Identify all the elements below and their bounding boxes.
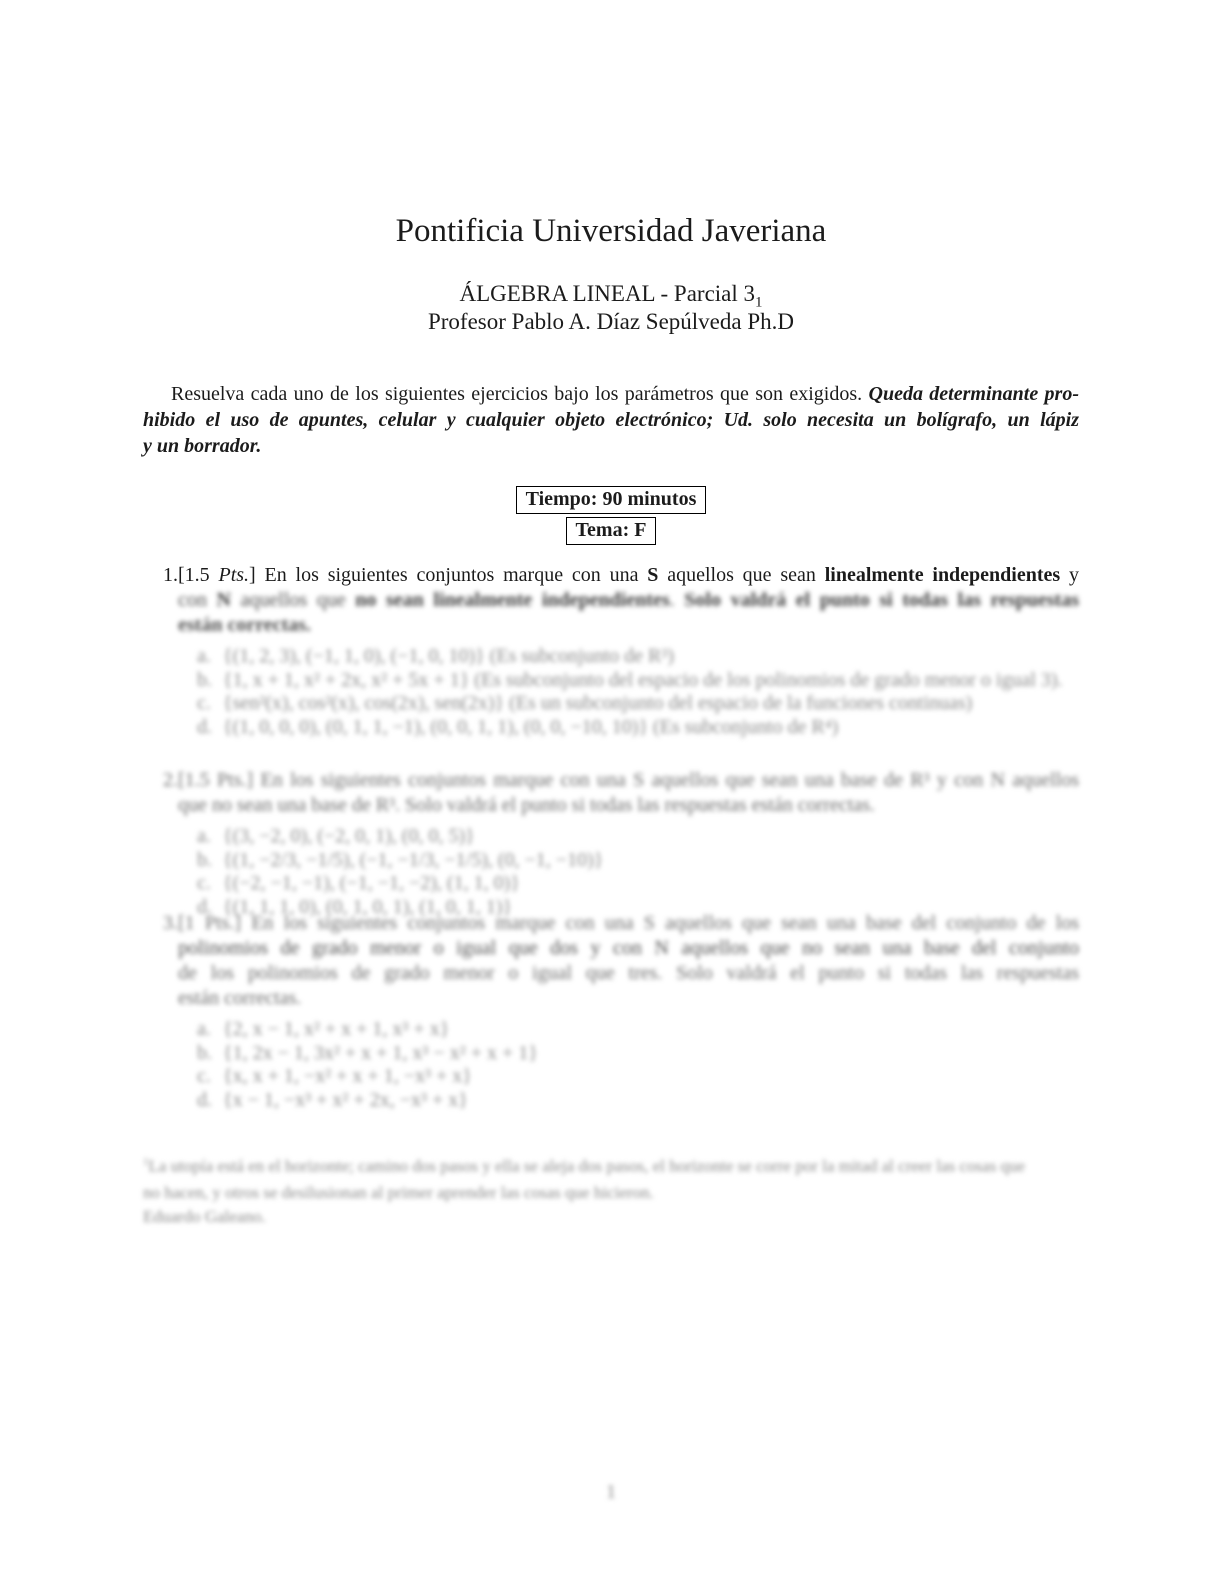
exercise-3-body: [143, 911, 1079, 1112]
item-letter: b.: [197, 1041, 212, 1064]
exercise-1-bold-S: S: [647, 564, 659, 586]
topic-box: Tema: F: [566, 517, 657, 545]
exercise-1-points-close: ]: [249, 564, 256, 586]
exercise-2-statement-line-2-blurred: que no sean una base de R³. Solo valdrá el punto si todas las respuestas están correctas.: [178, 794, 875, 816]
exercise-1: [143, 563, 1079, 739]
item-text: {(1, 2, 3), (−1, 1, 0), (−1, 0, 10)} (Es subconjunto de R³): [223, 645, 675, 667]
exercise-3: [143, 911, 1079, 1112]
instructions-normal: Resuelva cada uno de los siguientes ejercicios bajo los parámetros que son exigidos.: [171, 383, 869, 405]
exercise-1-statement-line-2-blurred: [178, 588, 1079, 613]
instructions-paragraph: [143, 381, 1079, 459]
footnote: [143, 1149, 1079, 1228]
footnote-line-1-text: La utopía está en el horizonte; camino dos pasos y ella se aleja dos pasos, el horizonte se corre por la mitad al creer las cosas que: [148, 1156, 1026, 1176]
item-letter: d.: [197, 895, 212, 918]
exercise-2-item-b: [197, 849, 1079, 873]
item-letter: d.: [197, 715, 212, 738]
ex1-l2-bold3: Solo valdrá el punto si todas las respuestas: [684, 589, 1079, 611]
exercise-3-statement-line-3-blurred: de los polinomios de grado menor o igual que tres. Solo valdrá el punto si todas las respuestas: [178, 962, 1079, 984]
exercise-3-number: 3.: [163, 912, 178, 934]
item-letter: a.: [197, 645, 211, 667]
ex1-l2-seg1: con: [178, 589, 217, 611]
ex1-l2-seg3: .: [669, 589, 685, 611]
exercise-1-statement-line-1: [178, 563, 1079, 588]
exercise-2-item-c: [197, 872, 1079, 896]
exercise-3-item-b: [197, 1042, 1079, 1066]
exercise-1-number: 1.: [163, 564, 178, 586]
university-title: Pontificia Universidad Javeriana: [395, 213, 827, 249]
footnote-marker: 1: [143, 1156, 149, 1168]
item-text: {x − 1, −x³ + x² + 2x, −x³ + x}: [223, 1088, 468, 1111]
exercise-1-points-open: [1.5: [178, 564, 219, 586]
item-text: {(1, 0, 0, 0), (0, 1, 1, −1), (0, 0, 1, 1), (0, 0, −10, 10)} (Es subconjunto de R⁴): [223, 715, 839, 738]
item-letter: c.: [197, 872, 211, 894]
ex1-l2-bold1: N: [216, 589, 231, 611]
instructions-line-3: y un borrador.: [143, 435, 262, 457]
footnote-line-1-blurred: [143, 1149, 1079, 1180]
exercise-2-statement-line-1-blurred: [1.5 Pts.] En los siguientes conjuntos marque con una S aquellos que sean una base de R³ y con N aquellos: [178, 769, 1079, 791]
item-text: {1, 2x − 1, 3x² + x + 1, x³ − x² + x + 1}: [223, 1041, 538, 1064]
item-letter: d.: [197, 1088, 212, 1111]
item-text: {(1, 1, 1, 0), (0, 1, 0, 1), (1, 0, 1, 1)}: [223, 895, 513, 918]
item-text: {1, x + 1, x² + 2x, x² + 5x + 1} (Es subconjunto del espacio de los polinomios de grado menor o igual 3).: [223, 668, 1063, 691]
exercise-1-seg3: y: [1060, 564, 1079, 586]
footnote-signature-blurred: Eduardo Galeano.: [143, 1206, 266, 1226]
exercise-1-item-a: [197, 645, 1079, 669]
instructions-line-2: hibido el uso de apuntes, celular y cualquier objeto electrónico; Ud. solo necesita un bolígrafo, un lápiz: [143, 409, 1079, 431]
exercise-1-body: [143, 563, 1079, 739]
exam-title-text: ÁLGEBRA LINEAL - Parcial 3: [459, 281, 756, 306]
item-text: {(1, −2/3, −1/5), (−1, −1/3, −1/5), (0, −1, −10)}: [223, 848, 604, 871]
exercise-1-items: [197, 645, 1079, 739]
time-box: Tiempo: 90 minutos: [516, 486, 707, 514]
item-letter: b.: [197, 668, 212, 691]
exercise-2-body: [143, 768, 1079, 919]
exam-title-subscript: 1: [755, 294, 763, 311]
exercise-1-seg1: En los siguientes conjuntos marque con una: [255, 564, 648, 586]
item-letter: c.: [197, 692, 211, 714]
topic-box-row: [143, 517, 1079, 545]
item-letter: c.: [197, 1065, 211, 1087]
item-text: {sen²(x), cos²(x), cos(2x), sen(2x)} (Es un subconjunto del espacio de la funciones continuas): [223, 692, 973, 714]
exercise-3-item-c: [197, 1065, 1079, 1089]
exercise-1-statement-line-3-blurred: están correctas.: [178, 614, 311, 636]
exercise-1-item-d: [197, 716, 1079, 740]
item-text: {(3, −2, 0), (−2, 0, 1), (0, 0, 5)}: [223, 825, 475, 847]
exercise-1-points-label: Pts.: [218, 564, 250, 586]
exercise-3-item-d: [197, 1089, 1079, 1113]
exercise-1-seg2: aquellos que sean: [658, 564, 825, 586]
exercise-3-statement-line-2-blurred: polinomios de grado menor o igual que dos y con N aquellos que no sean una base del conjunto: [178, 937, 1079, 959]
item-letter: a.: [197, 1018, 211, 1040]
exercise-3-statement-line-1-blurred: [1 Pts.] En los siguientes conjuntos marque con una S aquellos que sean una base del conjunto de los: [178, 912, 1079, 934]
ex1-l2-bold2: no sean linealmente independientes: [355, 589, 670, 611]
exercise-2-number: 2.: [163, 769, 178, 791]
item-text: {2, x − 1, x² + x + 1, x³ + x}: [223, 1018, 450, 1040]
item-text: {(−2, −1, −1), (−1, −1, −2), (1, 1, 0)}: [223, 872, 520, 894]
professor-line: Profesor Pablo A. Díaz Sepúlveda Ph.D: [427, 309, 795, 334]
exercise-3-statement-line-4-blurred: están correctas.: [178, 987, 302, 1009]
footnote-line-2-blurred: no hacen, y otros se desilusionan al primer aprender las cosas que hicieron.: [143, 1182, 654, 1202]
ex1-l2-seg2: aquellos que: [230, 589, 356, 611]
exercise-1-bold-li: linealmente independientes: [824, 564, 1061, 586]
exercise-2-item-a: [197, 825, 1079, 849]
page-number: 1: [606, 1481, 616, 1503]
instructions-line-1: [143, 381, 1079, 407]
exercise-3-items: [197, 1018, 1079, 1112]
item-letter: a.: [197, 825, 211, 847]
time-box-row: [143, 486, 1079, 514]
instructions-emphasis-1: Queda determinante pro-: [868, 383, 1079, 405]
exercise-1-item-b: [197, 669, 1079, 693]
exercise-2: [143, 768, 1079, 919]
item-letter: b.: [197, 848, 212, 871]
exercise-3-item-a: [197, 1018, 1079, 1042]
item-text: {x, x + 1, −x² + x + 1, −x³ + x}: [223, 1065, 472, 1087]
exercise-2-items: [197, 825, 1079, 919]
exercise-1-item-c: [197, 692, 1079, 716]
